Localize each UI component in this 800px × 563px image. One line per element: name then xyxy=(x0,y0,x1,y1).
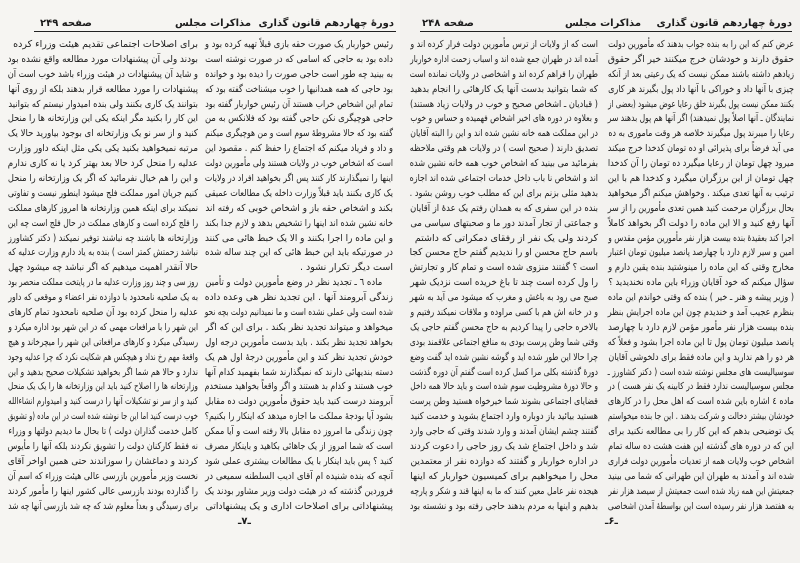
right-page xyxy=(400,0,800,563)
text-line: کنیم جریان امور مملکت فلج میشود اینطور نیست و تفاوتی xyxy=(7,187,198,199)
text-line: ندارد و حالا هم شما اگر بخواهید تشکیلات صحیح بدهید و این xyxy=(8,366,198,378)
text-line: حقوق دارند و خودشان خرج میکنند خیر اگر حقوق xyxy=(607,53,794,65)
text-line: رعایا را میبرند پول میگیرند خلاصه هر وقت ماموری به ده xyxy=(608,128,794,140)
text-line: بخواهد تجدید نظر بکند . باید بدست مأمورین درجه اول xyxy=(205,336,393,348)
text-column-right xyxy=(608,39,794,513)
text-line: به هفتصد هزار نفر رسیده است این بواسطهٔ آمدن اشخاصی xyxy=(607,500,794,512)
text-line: داده بود به حاجی که اسامی که در صورت نوشته است xyxy=(205,53,393,65)
text-line: یک توضیحی بدهم که این کار را بی مطالعه نکنید برای xyxy=(608,426,794,438)
text-line: مرتبه نمیخواهید بکنید یکی یکی مثل اینکه داور وزارت xyxy=(8,143,199,155)
text-line: بود حاجی که همه همدانیها را خوب میشناخت گفته بود که xyxy=(205,83,393,95)
text-line: این کار را بکنید مگر اینکه یکی این وزارتخانه ها را منحل xyxy=(7,113,198,125)
page-label: صفحه ۲۴۹ xyxy=(40,18,92,29)
text-line: ( وزیر پیشه و هنر ـ خیر ) بنده که وقتی خواندم این ماده xyxy=(608,292,794,304)
text-line: بنظرم عجیب آمد و خندیدم چون این ماده اجرایش بنظر xyxy=(607,307,794,319)
page-number: ـ۷ـ xyxy=(238,516,251,527)
text-line: بکنند ممکن نیست پول بگیرند خلق رعایا عوض میشود (بعضی از xyxy=(608,98,794,110)
text-line: به بینید چه طور است حاجی صورت را دیده بود و خوانده xyxy=(205,68,393,80)
text-line: نمایندگان ـ آنها اصلاً پول نمیدهند) اگر آنها هم پول بدهند سر xyxy=(607,113,794,125)
text-line: را گذارده بودند بازرسی عالی کشور اینها را مأمور کردند xyxy=(7,485,198,497)
text-line: این که در دوره های گذشته این هفت هشت ده ساله تمام xyxy=(608,441,794,453)
text-line: خودشان بیشتر دخالت و شرکت بدهند . این جا بنده میخواستم xyxy=(607,411,794,423)
text-line: و بعلاوه در دوره های اخیر اشخاص فهمیده و حساس و خوب xyxy=(410,113,598,125)
header-rule xyxy=(34,31,396,32)
text-line: فروردین گذشته که در هیئت دولت وزیر مشاور بودند یک xyxy=(204,485,393,497)
text-line: خوب هستند و کدام بد هستند و اگر واقعاً بخواهید مستخدم xyxy=(204,381,393,393)
text-line: روز سی و چند روز وزارت عدلیه ما در پایتخت مملکت منحصر بود xyxy=(8,277,198,289)
text-line: نخست وزیر مأمورین بازرسی عالی هیئت وزراء که اسم آن xyxy=(7,470,198,482)
text-line: خانه نشین شده اند اینها را تشخیص بدهد و لازم جدا بکند xyxy=(205,217,393,229)
text-line: هر دو را هم ندارید و این ماده فقط برای دلخوشی آقایان xyxy=(608,351,794,363)
text-line: ( قبادیان ـ اشخاص صحیح و خوب در ولایات زیاد هستند) xyxy=(410,98,598,110)
text-line: شده اند و آمدند به طهران این طهرانی که شما می بینید xyxy=(608,470,794,482)
text-column-right xyxy=(205,39,393,513)
text-line: کنید و از سر نو یک وزارتخانه ای بوجود بیاورید حالا یک xyxy=(7,128,199,140)
text-line: آبرومند درست کنید باید حقوق مأمورین دولت ده مقابل xyxy=(204,396,393,408)
text-line: را فلج کرده است و کارهای مملکت در حال فلج است چه این xyxy=(7,217,198,229)
journal-title: مذاکرات مجلس xyxy=(565,18,642,29)
text-line: مجلس سوسیالیست ندارد فقط در کابینه یک نفر هست ) در xyxy=(607,381,794,393)
text-line: و شاید آن پیشنهادات در هیئت وزراء باشد خوب است آن xyxy=(7,68,198,80)
text-line: میخواهد و میتواند تجدید نظر بکند . برای این که اگر xyxy=(205,321,393,333)
text-line: خودش تجدید نظر کند و این مأمورین درجهٔ اول هم یک xyxy=(204,351,393,363)
text-line: باسم حاج محسن او را ندیدیم گفتم حاج محسن کجا xyxy=(409,247,598,259)
text-line: رسیدگی میکرد و کارهای مرافعاتی این شهر را میچرخاند و هیچ xyxy=(8,336,199,348)
text-line: برای رسیدگی و بعداً معلوم شد که چه شد بازرسی آنها چه شد xyxy=(8,500,199,512)
text-line: ترتیب به آنها تعدی میکند . وخواهش میکنم اگر میخواهید xyxy=(607,187,794,199)
text-line: چرا حالا این طور شده اید و گوشه نشین شده اید گفت وضع xyxy=(410,351,598,363)
session-header: دورهٔ چهاردهم قانون گذاری xyxy=(258,18,394,29)
text-line: ماده ٤ اشاره باین شده است که اهل محل را در کارهای xyxy=(607,396,794,408)
text-line: کنید و از سر نو تشکیلات آنها را درست کنید و امیدوارم انشاءالله xyxy=(8,396,198,408)
text-line: به یک صلحیه نامحدود با دوازده نفر اعضاء و موقعی که داور xyxy=(8,292,199,304)
text-line: وزارتخانه ها باشند چه نباشند توفیر نمیکند ( دکتر کشاورز xyxy=(8,232,198,244)
text-line: سوسیالیست های مجلس نوشته شده است ( دکتر کشاورز ـ xyxy=(607,366,794,378)
text-line: اند و اشخاص نا باب داخل خدمات اجتماعی شده اند اجازه xyxy=(409,173,598,185)
text-line: چهل تومان از این برزگران میگیرد و کدخدا هم با این xyxy=(607,173,794,185)
text-line: در صورتیکه باید این خبط هائی که این چند ساله شده xyxy=(205,247,393,259)
text-line: بودند ولی آن پیشنهادات مورد مطالعه واقع نشده بود xyxy=(7,53,199,65)
text-line: در اداره خواربار و گفتند که دوازده نفر از معتمدین xyxy=(410,455,598,467)
text-line: بحال برزگران مرحمت کنید همین تعدی مأمورین را از سر xyxy=(607,202,794,214)
text-line: و داد و فریاد میکنم که اجتماع را حفظ کنم . مقصود این xyxy=(205,143,393,155)
text-line: دسته بندیهائی دارند که نمیگذارند شما بفهمید کدام آنها xyxy=(204,366,393,378)
text-line: محل را میخواهیم برای کمیسیون خواربار که اینها xyxy=(410,470,598,482)
text-line: برای اصلاحات اجتماعی تقدیم هیئت وزراء کرده xyxy=(13,39,198,50)
text-line: است دیگر تکرار نشود . xyxy=(299,262,393,274)
text-line: در این مملکت همه خانه نشین شده اند و این را البته آقایان xyxy=(410,128,598,140)
text-line: ماده ٦ ـ تجدید نظر در وضع مأمورین دولت و تأمین xyxy=(205,277,383,289)
page-number: ـ۶ـ xyxy=(605,516,618,527)
text-line: چیزی با آنها داد و خوراکی با آنها داد پول بگیرند هر کاری xyxy=(608,83,794,95)
text-line: و در خانه اش هم با کسی مراوده و ملاقات نمیکند رفتیم و xyxy=(410,307,598,319)
text-line: نمیکند برای اینکه همین وزارتخانه ها امروز کارهای مملکت xyxy=(8,202,198,214)
text-line: بکند و اشخاص حقه باز و اشخاص خوبی که رفته اند xyxy=(205,202,393,214)
text-line: پیشنهادات را مورد مطالعه قرار بدهند بلکه از روی آنها xyxy=(8,83,199,95)
text-line: حاجی هوچیگری نکن حاجی گفته بود که فلانکس به من xyxy=(205,113,393,125)
text-line: پانصد میلیون تومان پول تا این ماده اجرا بشود و فعلاً که xyxy=(607,336,794,348)
text-line: اجرا کند بعقیدهٔ بنده بیست هزار نفر مأمورین مؤمن مقدس و xyxy=(608,232,794,244)
text-line: اینها را نمیگذارند کار کنند پس اگر بخواهید افراد در ولایات xyxy=(204,173,393,185)
text-line: کردند و دماغشان را سوزاندند حتی همین اواخر آقای xyxy=(7,455,199,467)
page-label: صفحه ۲۴۸ xyxy=(422,18,474,29)
text-line: مخارج وقتی که این ماده را مینوشتید بنده یقین دارم و xyxy=(608,262,794,274)
text-line: تصدیق دارند ( صحیح است ) در ولایات هم وقتی ملاحظه xyxy=(409,143,598,155)
text-line: قضایای اجتماعی بشوند شما خیرخواه هستید وطن پرست xyxy=(409,396,598,408)
text-line: این شهر را با مرافعات مهمی که در این شهر بود اداره میکرد و xyxy=(8,321,199,333)
text-line: کامل خدمت گذاران دولت ) تا بحال ما دیدیم دولتها و وزراء xyxy=(8,426,199,438)
text-line: آمده اند در طهران جمع شده اند و اسباب زحمت اداره خواربار xyxy=(410,53,598,65)
text-line: امین و سیر لازم دارد با چهارصد پانصد میلیون تومان اعتبار xyxy=(608,247,794,259)
text-line: اشخاص خوب ولایات همه از تعدیات مأمورین دولت فراری xyxy=(608,455,794,467)
text-line: کردند ولی یک نفر از رفقای دمکراتی که داشتم xyxy=(414,232,598,244)
text-line: عرض کنم که این را به بنده جواب بدهند که مأمورین دولت xyxy=(608,39,794,50)
text-line: بشود آیا بودجهٔ مملکت ما اجازه میدهد که اینکار را بکنیم؟ xyxy=(204,411,393,423)
text-line: میرود چهل تومان از رعایا میگیرد ده تومان را آن کدخدا xyxy=(607,158,794,170)
text-line: گفته بود که حالا مشروطهٔ سوم است و من هوچیگری میکنم xyxy=(205,128,393,140)
text-line: طهران را فراهم کرده اند و اشخاصی در ولایات نمانده است xyxy=(409,68,598,80)
text-column-left xyxy=(8,39,198,513)
text-line: است که از ولایات از ترس مأمورین دولت فرار کرده اند و xyxy=(410,39,598,50)
text-line: می آید فرضاً برای پذیرائی او ده تومان کدخدا خرج میکند xyxy=(607,143,794,155)
text-line: وقتی شما وطن پرست بودی به منافع اجتماعی علاقمند بودی xyxy=(409,336,598,348)
text-line: است که شما امروز از یک جاهائی بکاهید و باینکار مصرف xyxy=(204,441,393,453)
text-line: و حالا دورهٔ مشروطیت سوم شده است و باید حالا همه داخل xyxy=(410,381,598,393)
text-line: صبح می رود به باغش و مغرب که میشود می آید به شهر xyxy=(409,292,598,304)
text-line: سؤال میکنم که خود آقایان وزراء باین ماده نخندیدید ؟ xyxy=(608,277,794,289)
text-line: بدهیم و اینها به مردم بدهند حاجی رفته بود و نشسته بود xyxy=(409,500,598,512)
text-line: آنچه که بنده شنیده ام آقای ادیب السلطنه سمیعی در xyxy=(205,470,393,482)
text-line: بنده در این سفری که به همدان رفتم یک عدهٔ از آقایان xyxy=(410,202,598,214)
text-line: و جماعتی از تجار آمدند دور ما و صحبتهای سیاسی می xyxy=(410,217,598,229)
text-line: و این ماده را اجرا بکنند و الا یک خبط هائی می کنند xyxy=(204,232,393,244)
header-rule xyxy=(420,31,792,32)
text-line: بنده بیست هزار نفر مأمور مؤمن لازم دارد با چهارصد xyxy=(608,321,794,333)
text-line: دورهٔ گذشته بکلی مرا کسل کرده است گفتم آن دوره گذشت xyxy=(409,366,598,378)
text-line: واقعهٔ مهم رخ نداد و هیچکس هم شکایت نکرد که چرا عدلیه وجود xyxy=(8,351,198,363)
text-line: نباشد زحمتش کمتر است ) بنده به یاد دارم وزارت عدلیه که xyxy=(7,247,199,259)
text-line: خوب درست کنید اما این جا نوشته شده است در این ماده (و تشویق xyxy=(8,411,198,423)
text-line: عدلیه را منحل کرد حالا بعد بهتر کرد یا نه کاری ندارم xyxy=(7,158,199,170)
text-line: کنید ؟ پس باید اینکار با یک مطالعات بیشتری عملی شود xyxy=(205,455,393,467)
text-line: بفرمائید می بینید که اشخاص خوب همه خانه نشین شده xyxy=(409,158,598,170)
text-line: شد و داخل اجتماع شد یک روز حاجی را دعوت کردند xyxy=(409,441,598,453)
text-line: پیشنهاداتی برای اصلاحات اداری و یک پیشنهاداتی xyxy=(205,500,393,512)
text-line: که شما بتوانید بدست آنها یک کارهائی را انجام بدهید xyxy=(410,83,598,95)
text-line: چون زندگی ما امروز ده مقابل بالا رفته است و آیا ممکن xyxy=(204,426,393,438)
text-line: آنها رفع کنید و الا این ماده را دولت اگر بخواهد کاملاً xyxy=(608,217,794,229)
text-column-left xyxy=(410,39,598,513)
text-line: گفتند چشم ایشان آمدند و وارد شدند وقتی که حاجی وارد xyxy=(409,426,598,438)
text-line: و این را هم خیال نفرمائید که اگر یک وزارتخانه را منحل xyxy=(7,173,199,185)
text-line: یک کاری بکنند باید قبلاً وزارت داخله یک مطالعات عمیقی xyxy=(205,187,393,199)
text-line: رئیس خواربار یک صورت حقه بازی قبلاً تهیه کرده بود و xyxy=(205,39,393,50)
text-line: شده است ولی عملی نشده است و ما نمیدانیم دولت بچه نحو xyxy=(204,307,393,319)
session-header: دورهٔ چهاردهم قانون گذاری xyxy=(656,18,792,29)
text-line: هیجده نفر عامل معین کنند که ما به اینها قند و شکر و پارچه xyxy=(410,485,598,497)
text-line: عدلیه را منحل کرده بود آن صلحیه نامحدود تمام کارهای xyxy=(8,307,199,319)
text-line: حالا آنقدر اهمیت میدهیم که اگر نباشد چه میشود چهل xyxy=(8,262,198,274)
text-line: است ؟ گفتند منزوی شده است و تمام کار و تجارتش xyxy=(409,262,598,274)
text-line: بتوانند یک کاری بکنند ولی بنده امیدوار نیستم که بتوانید xyxy=(8,98,199,110)
text-line: زیادهم داشته باشند ممکن نیست که یک رعیتی بعد از آنکه xyxy=(607,68,794,80)
text-line: است که اشخاص خوب در ولایات هستند ولی مأمورین دولت xyxy=(205,158,393,170)
text-line: هستید بیائید باز دوباره وارد اجتماع بشوید و خدمت کنید xyxy=(410,411,598,423)
journal-title: مذاکرات مجلس xyxy=(175,18,252,29)
text-line: بالاخره حاجی را پیدا کردیم به حاج محسن گفتم حاجی یک xyxy=(410,321,598,333)
text-line: جمعیتش این همه زیاد شده است جمعیتش از سیصد هزار نفر xyxy=(608,485,794,497)
text-line: زندگی آبرومند آنها . این تجدید نظر هی وعده داده xyxy=(204,292,393,304)
text-line: بدهید مثلی بزنم برای این که مطلب خوب روشن بشود . xyxy=(409,187,598,199)
text-line: را ول کرده است چند تا باغ خریده است نزدیک شهر xyxy=(410,277,598,289)
text-line: نه فقط کارکنان دولت را تشویق نکردند بلکه آنها را مأیوس xyxy=(7,441,198,453)
text-line: وزارتخانه ها را اصلاح کنید باید این وزارتخانه ها را یک یک منحل xyxy=(7,381,198,393)
text-line: تمام این اشخاص خراب هستند آن رئیس خواربار گفته بود xyxy=(205,98,393,110)
